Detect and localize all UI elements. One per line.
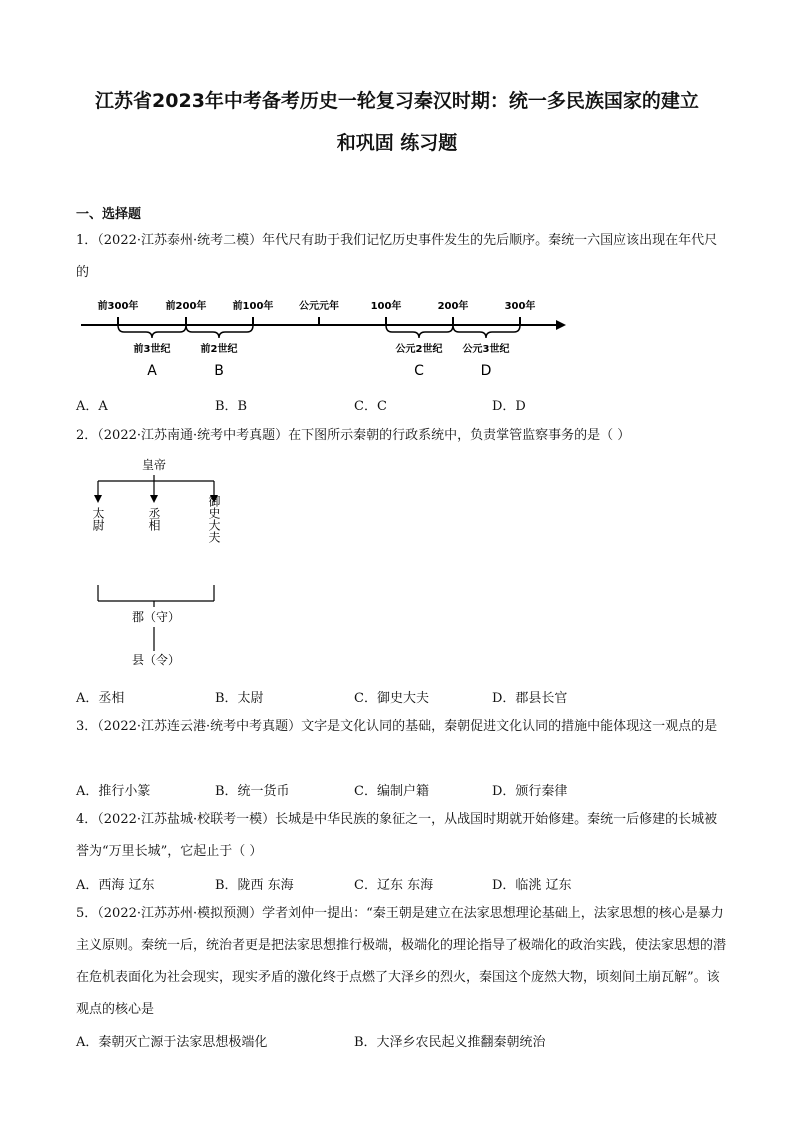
option-d[interactable]: D．颁行秦律	[492, 784, 568, 799]
option-c[interactable]: C．C	[354, 399, 387, 414]
tick-label: 前200年	[165, 301, 207, 312]
question-2-options	[76, 687, 726, 707]
option-d[interactable]: D．D	[492, 399, 526, 414]
option-b[interactable]: B．陇西 东海	[215, 878, 294, 893]
question-1-options	[76, 395, 726, 415]
choice-letter: B	[214, 363, 224, 379]
document-title-line1: 江苏省2023年中考备考历史一轮复习秦汉时期：统一多民族国家的建立	[95, 90, 699, 112]
question-2-text: 2．（2022·江苏南通·统考中考真题）在下图所示秦朝的行政系统中，负责掌管监察事务的是（ ）	[76, 428, 631, 443]
section-heading: 一、选择题	[76, 207, 142, 222]
tick-label: 100年	[370, 301, 402, 312]
official-yushidafu: 御史大夫	[207, 495, 221, 543]
brace-label: 前2世纪	[200, 344, 238, 355]
choice-letter: A	[147, 363, 157, 379]
option-c[interactable]: C．辽东 东海	[354, 878, 434, 893]
question-4-options	[76, 874, 726, 894]
xian-label: 县（令）	[131, 653, 181, 667]
tick-label: 前300年	[97, 301, 139, 312]
option-b[interactable]: B．B	[215, 399, 248, 414]
brace-label: 公元2世纪	[395, 344, 443, 355]
choice-letter: D	[480, 363, 492, 379]
option-a[interactable]: A．丞相	[76, 691, 125, 706]
officials	[91, 495, 221, 543]
question-5-text: 5．（2022·江苏苏州·模拟预测）学者刘仲一提出：“秦王朝是建立在法家思想理论基础上，法家思想的核心是暴力主义原则。秦统一后，统治者更是把法家思想推行极端，极端化的理论指导了极端化的政治实践，使法家思想的潜在危机表面化为社会现实，现实矛盾的激化终于点燃了大泽乡的烈火，秦国这个庞然大物，顷刻间土崩瓦解”。该观点的核心是	[76, 906, 727, 1017]
option-d[interactable]: D．郡县长官	[492, 691, 568, 706]
option-a[interactable]: A．西海 辽东	[76, 878, 155, 893]
option-d[interactable]: D．临洮 辽东	[492, 878, 572, 893]
tick-label: 300年	[504, 301, 536, 312]
question-4-text: 4．（2022·江苏盐城·校联考一模）长城是中华民族的象征之一，从战国时期就开始修建。秦统一后修建的长城被誉为“万里长城”，它起止于（ ）	[76, 812, 718, 859]
brace-label: 前3世纪	[133, 344, 171, 355]
brace-d	[453, 325, 520, 338]
timeline-arrow	[556, 320, 566, 330]
tick-label: 200年	[437, 301, 469, 312]
option-a[interactable]: A．A	[76, 399, 108, 414]
question-3-options	[76, 780, 726, 800]
option-a[interactable]: A．秦朝灭亡源于法家思想极端化	[76, 1035, 268, 1050]
emperor-label: 皇帝	[141, 458, 167, 472]
brace-label: 公元3世纪	[462, 344, 510, 355]
question-3-text: 3．（2022·江苏连云港·统考中考真题）文字是文化认同的基础，秦朝促进文化认同的措施中能体现这一观点的是	[76, 719, 718, 734]
option-b[interactable]: B．统一货币	[215, 784, 290, 799]
option-c[interactable]: C．编制户籍	[354, 784, 429, 799]
official-chengxiang: 丞相	[147, 507, 161, 531]
jun-label: 郡（守）	[131, 610, 181, 624]
option-c[interactable]: C．御史大夫	[354, 691, 429, 706]
tick-label: 前100年	[232, 301, 274, 312]
brace-a	[118, 325, 186, 338]
option-b[interactable]: B．太尉	[215, 691, 264, 706]
brace-b	[186, 325, 253, 338]
document-title-line2: 和巩固 练习题	[336, 132, 458, 154]
option-a[interactable]: A．推行小篆	[76, 784, 151, 799]
question-5-options	[76, 1031, 726, 1051]
official-taiwei: 太尉	[91, 507, 105, 531]
tick-label: 公元元年	[299, 301, 339, 312]
admin-system-diagram	[80, 455, 250, 670]
question-1-text: 1．（2022·江苏泰州·统考二模）年代尺有助于我们记忆历史事件发生的先后顺序。秦统一六国应该出现在年代尺的	[76, 233, 718, 280]
timeline-figure	[76, 290, 576, 385]
option-b[interactable]: B．大泽乡农民起义推翻秦朝统治	[354, 1035, 546, 1050]
choice-letter: C	[414, 363, 424, 379]
brace-c	[386, 325, 453, 338]
